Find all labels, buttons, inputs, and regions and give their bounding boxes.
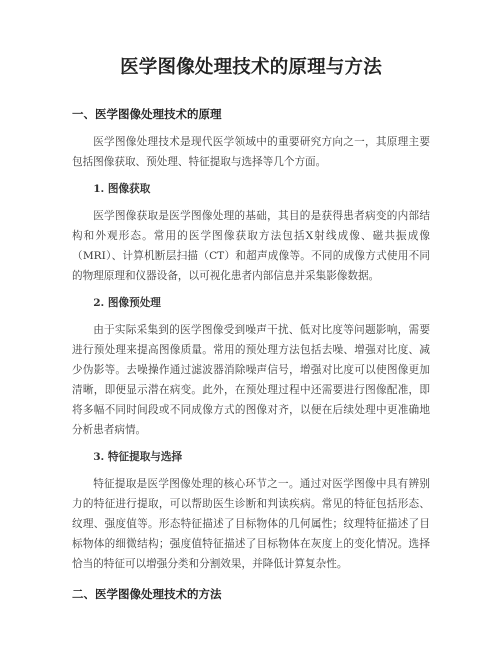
section-heading-methods: 二、医学图像处理技术的方法 xyxy=(72,587,222,601)
subsection-heading-image-acquisition: 1. 图像获取 xyxy=(93,183,151,195)
section-heading-principles: 一、医学图像处理技术的原理 xyxy=(72,107,222,121)
subsection-heading-feature-extraction: 3. 特征提取与选择 xyxy=(93,451,183,463)
section-intro-paragraph: 医学图像处理技术是现代医学领域中的重要研究方向之一，其原理主要包括图像获取、预处理、特征提取与选择等几个方面。 xyxy=(72,136,430,168)
document-title: 医学图像处理技术的原理与方法 xyxy=(120,57,382,78)
paragraph-preprocessing: 由于实际采集到的医学图像受到噪声干扰、低对比度等问题影响，需要进行预处理来提高图像质量。常用的预处理方法包括去噪、增强对比度、减少伪影等。去噪操作通过滤波器消除噪声信号，增强对比度可以使图像更加清晰，即便显示潜在病变。此外，在预处理过程中还需要进行图像配准，即将多幅不同时间段或不同成像方式的图像对齐，以便在后续处理中更准确地分析患者病情。 xyxy=(72,324,430,436)
paragraph-feature-extraction: 特征提取是医学图像处理的核心环节之一。通过对医学图像中具有辨别力的特征进行提取，可以帮助医生诊断和判读疾病。常见的特征包括形态、纹理、强度值等。形态特征描述了目标物体的几何属性；纹理特征描述了目标物体的细微结构；强度值特征描述了目标物体在灰度上的变化情况。选择恰当的特征可以增强分类和分割效果，并降低计算复杂性。 xyxy=(72,478,430,570)
subsection-heading-preprocessing: 2. 图像预处理 xyxy=(93,297,161,309)
paragraph-image-acquisition: 医学图像获取是医学图像处理的基础，其目的是获得患者病变的内部结构和外观形态。常用的医学图像获取方法包括X射线成像、磁共振成像（MRI）、计算机断层扫描（CT）和超声成像等。不同的成像方式使用不同的物理原理和仪器设备，以可视化患者内部信息并采集影像数据。 xyxy=(72,210,430,282)
